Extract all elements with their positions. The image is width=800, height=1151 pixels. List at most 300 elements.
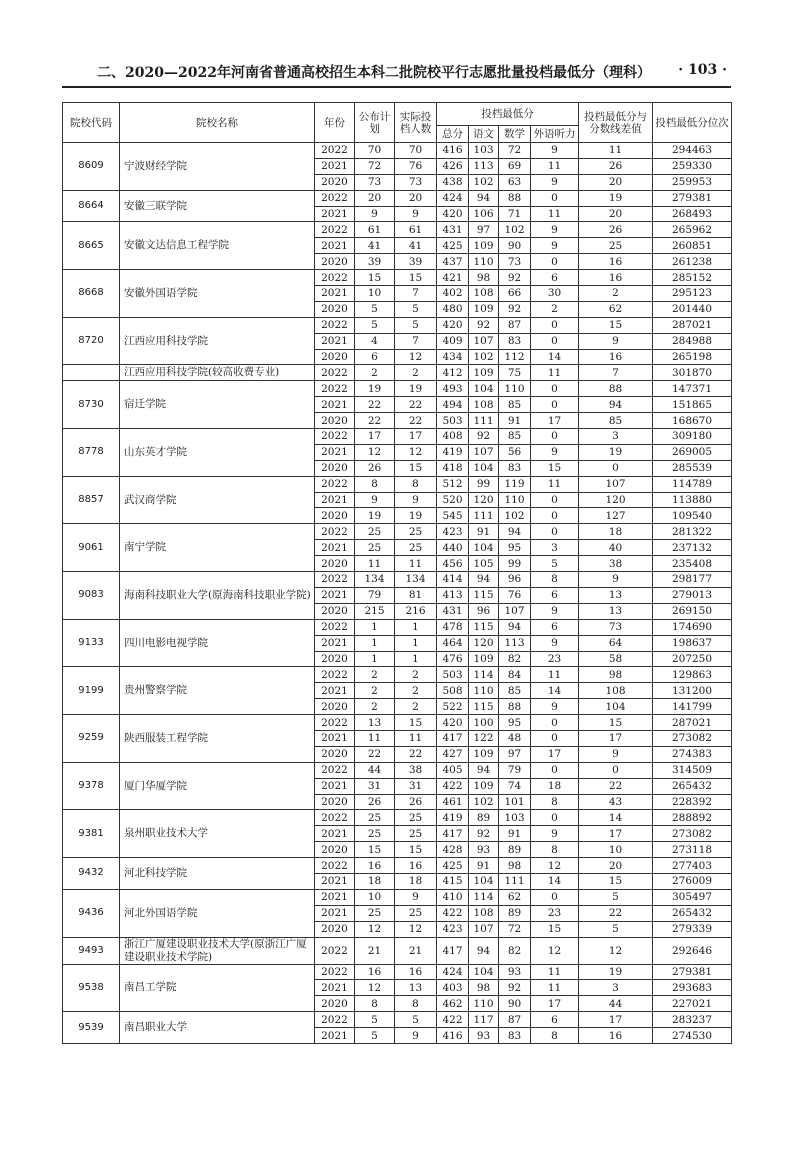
cell-year: 2022 [315, 762, 355, 778]
cell-year: 2022 [315, 429, 355, 445]
cell-chinese: 97 [469, 222, 499, 238]
cell-math: 99 [499, 556, 531, 572]
table-row [63, 317, 732, 333]
school-code: 9061 [63, 524, 120, 572]
cell-plan: 2 [355, 683, 395, 699]
cell-rank: 259330 [653, 158, 732, 174]
cell-math: 63 [499, 174, 531, 190]
cell-enrolled: 25 [395, 905, 437, 921]
cell-total: 420 [437, 206, 469, 222]
cell-total: 440 [437, 540, 469, 556]
cell-total: 417 [437, 937, 469, 964]
cell-foreign: 11 [531, 964, 579, 980]
cell-diff: 20 [579, 858, 653, 874]
cell-year: 2021 [315, 397, 355, 413]
cell-enrolled: 12 [395, 349, 437, 365]
cell-math: 98 [499, 858, 531, 874]
cell-chinese: 103 [469, 143, 499, 159]
cell-plan: 79 [355, 587, 395, 603]
cell-chinese: 107 [469, 444, 499, 460]
cell-foreign: 8 [531, 794, 579, 810]
cell-diff: 18 [579, 524, 653, 540]
cell-total: 402 [437, 286, 469, 302]
cell-plan: 1 [355, 651, 395, 667]
cell-year: 2022 [315, 381, 355, 397]
school-name: 江西应用科技学院(较高收费专业) [120, 365, 315, 381]
cell-math: 85 [499, 429, 531, 445]
cell-rank: 284988 [653, 333, 732, 349]
cell-chinese: 113 [469, 158, 499, 174]
cell-total: 493 [437, 381, 469, 397]
cell-rank: 147371 [653, 381, 732, 397]
cell-diff: 0 [579, 762, 653, 778]
cell-enrolled: 21 [395, 937, 437, 964]
cell-plan: 16 [355, 858, 395, 874]
cell-foreign: 0 [531, 492, 579, 508]
school-name: 泉州职业技术大学 [120, 810, 315, 858]
cell-math: 79 [499, 762, 531, 778]
cell-chinese: 115 [469, 699, 499, 715]
cell-chinese: 111 [469, 413, 499, 429]
cell-chinese: 94 [469, 937, 499, 964]
cell-enrolled: 8 [395, 996, 437, 1012]
cell-year: 2021 [315, 238, 355, 254]
cell-math: 83 [499, 460, 531, 476]
cell-chinese: 104 [469, 964, 499, 980]
cell-total: 503 [437, 667, 469, 683]
cell-math: 83 [499, 333, 531, 349]
cell-enrolled: 15 [395, 842, 437, 858]
cell-foreign: 11 [531, 476, 579, 492]
school-code: 9436 [63, 889, 120, 937]
cell-year: 2021 [315, 1028, 355, 1044]
school-name: 陕西服装工程学院 [120, 715, 315, 763]
cell-diff: 108 [579, 683, 653, 699]
cell-plan: 18 [355, 873, 395, 889]
cell-year: 2021 [315, 333, 355, 349]
table-row [63, 1012, 732, 1028]
cell-total: 414 [437, 572, 469, 588]
cell-diff: 17 [579, 730, 653, 746]
cell-year: 2022 [315, 572, 355, 588]
cell-total: 494 [437, 397, 469, 413]
cell-total: 434 [437, 349, 469, 365]
school-name: 安徽文达信息工程学院 [120, 222, 315, 270]
cell-year: 2022 [315, 143, 355, 159]
cell-year: 2021 [315, 206, 355, 222]
cell-diff: 16 [579, 1028, 653, 1044]
cell-enrolled: 22 [395, 746, 437, 762]
cell-enrolled: 15 [395, 460, 437, 476]
cell-rank: 293683 [653, 980, 732, 996]
cell-rank: 235408 [653, 556, 732, 572]
cell-math: 69 [499, 158, 531, 174]
table-row [63, 365, 732, 381]
cell-foreign: 3 [531, 540, 579, 556]
cell-math: 111 [499, 873, 531, 889]
cell-diff: 98 [579, 667, 653, 683]
cell-enrolled: 9 [395, 492, 437, 508]
cell-math: 102 [499, 222, 531, 238]
cell-foreign: 11 [531, 980, 579, 996]
cell-enrolled: 15 [395, 270, 437, 286]
cell-math: 84 [499, 667, 531, 683]
cell-rank: 279381 [653, 964, 732, 980]
cell-diff: 19 [579, 444, 653, 460]
table-row [63, 889, 732, 905]
cell-foreign: 18 [531, 778, 579, 794]
cell-chinese: 105 [469, 556, 499, 572]
table-row [63, 572, 732, 588]
cell-plan: 13 [355, 715, 395, 731]
cell-math: 90 [499, 996, 531, 1012]
table-row [63, 524, 732, 540]
cell-enrolled: 70 [395, 143, 437, 159]
cell-rank: 174690 [653, 619, 732, 635]
school-name: 南昌工学院 [120, 964, 315, 1012]
cell-total: 405 [437, 762, 469, 778]
cell-foreign: 15 [531, 460, 579, 476]
cell-chinese: 92 [469, 826, 499, 842]
cell-rank: 129863 [653, 667, 732, 683]
cell-diff: 12 [579, 937, 653, 964]
col-header-enrolled: 实际投档人数 [395, 103, 437, 143]
school-code: 9259 [63, 715, 120, 763]
cell-enrolled: 9 [395, 1028, 437, 1044]
cell-plan: 9 [355, 492, 395, 508]
cell-diff: 44 [579, 996, 653, 1012]
cell-year: 2020 [315, 603, 355, 619]
cell-plan: 19 [355, 508, 395, 524]
cell-year: 2021 [315, 635, 355, 651]
cell-total: 413 [437, 587, 469, 603]
cell-plan: 1 [355, 619, 395, 635]
cell-enrolled: 41 [395, 238, 437, 254]
cell-enrolled: 73 [395, 174, 437, 190]
cell-diff: 120 [579, 492, 653, 508]
cell-foreign: 9 [531, 238, 579, 254]
school-code [63, 365, 120, 381]
cell-math: 48 [499, 730, 531, 746]
cell-foreign: 0 [531, 333, 579, 349]
cell-foreign: 6 [531, 270, 579, 286]
cell-foreign: 0 [531, 317, 579, 333]
cell-rank: 268493 [653, 206, 732, 222]
cell-year: 2022 [315, 222, 355, 238]
cell-diff: 104 [579, 699, 653, 715]
cell-plan: 22 [355, 746, 395, 762]
cell-foreign: 8 [531, 572, 579, 588]
cell-math: 76 [499, 587, 531, 603]
cell-enrolled: 9 [395, 206, 437, 222]
table-row [63, 858, 732, 874]
cell-year: 2022 [315, 1012, 355, 1028]
page-number: · 103 · [678, 62, 727, 78]
table-row [63, 810, 732, 826]
cell-diff: 16 [579, 349, 653, 365]
cell-enrolled: 18 [395, 873, 437, 889]
cell-foreign: 0 [531, 190, 579, 206]
cell-math: 91 [499, 826, 531, 842]
cell-plan: 26 [355, 794, 395, 810]
cell-math: 94 [499, 524, 531, 540]
school-code: 9378 [63, 762, 120, 810]
cell-year: 2020 [315, 651, 355, 667]
cell-plan: 10 [355, 889, 395, 905]
cell-rank: 287021 [653, 317, 732, 333]
cell-plan: 15 [355, 842, 395, 858]
cell-year: 2020 [315, 996, 355, 1012]
table-row [63, 762, 732, 778]
cell-enrolled: 15 [395, 715, 437, 731]
cell-foreign: 0 [531, 429, 579, 445]
cell-plan: 15 [355, 270, 395, 286]
cell-rank: 314509 [653, 762, 732, 778]
cell-total: 461 [437, 794, 469, 810]
cell-rank: 237132 [653, 540, 732, 556]
cell-chinese: 91 [469, 858, 499, 874]
cell-year: 2020 [315, 842, 355, 858]
cell-total: 408 [437, 429, 469, 445]
cell-rank: 265432 [653, 905, 732, 921]
cell-rank: 151865 [653, 397, 732, 413]
cell-rank: 227021 [653, 996, 732, 1012]
cell-plan: 5 [355, 317, 395, 333]
cell-chinese: 117 [469, 1012, 499, 1028]
cell-math: 97 [499, 746, 531, 762]
cell-enrolled: 17 [395, 429, 437, 445]
school-name: 南昌职业大学 [120, 1012, 315, 1044]
cell-plan: 8 [355, 996, 395, 1012]
cell-plan: 25 [355, 524, 395, 540]
cell-plan: 25 [355, 810, 395, 826]
cell-total: 416 [437, 143, 469, 159]
cell-chinese: 89 [469, 810, 499, 826]
cell-chinese: 115 [469, 619, 499, 635]
cell-total: 522 [437, 699, 469, 715]
school-code: 9381 [63, 810, 120, 858]
cell-diff: 9 [579, 746, 653, 762]
cell-plan: 25 [355, 826, 395, 842]
cell-diff: 25 [579, 238, 653, 254]
cell-plan: 44 [355, 762, 395, 778]
cell-year: 2021 [315, 826, 355, 842]
cell-enrolled: 31 [395, 778, 437, 794]
cell-math: 113 [499, 635, 531, 651]
cell-foreign: 0 [531, 397, 579, 413]
cell-enrolled: 19 [395, 381, 437, 397]
cell-foreign: 14 [531, 683, 579, 699]
cell-math: 95 [499, 715, 531, 731]
cell-plan: 22 [355, 397, 395, 413]
cell-diff: 9 [579, 333, 653, 349]
col-header-diff: 投档最低分与分数线差值 [579, 103, 653, 143]
cell-math: 75 [499, 365, 531, 381]
cell-rank: 109540 [653, 508, 732, 524]
cell-plan: 12 [355, 921, 395, 937]
cell-total: 478 [437, 619, 469, 635]
cell-year: 2021 [315, 587, 355, 603]
cell-chinese: 106 [469, 206, 499, 222]
cell-math: 91 [499, 413, 531, 429]
cell-chinese: 111 [469, 508, 499, 524]
header-rule [62, 86, 731, 88]
cell-foreign: 12 [531, 937, 579, 964]
cell-year: 2020 [315, 460, 355, 476]
cell-total: 438 [437, 174, 469, 190]
school-code: 8730 [63, 381, 120, 429]
cell-rank: 277403 [653, 858, 732, 874]
cell-plan: 2 [355, 699, 395, 715]
cell-plan: 6 [355, 349, 395, 365]
school-name: 安徽三联学院 [120, 190, 315, 222]
cell-foreign: 9 [531, 603, 579, 619]
cell-foreign: 17 [531, 413, 579, 429]
cell-foreign: 30 [531, 286, 579, 302]
cell-total: 512 [437, 476, 469, 492]
cell-total: 424 [437, 964, 469, 980]
cell-plan: 39 [355, 254, 395, 270]
cell-math: 96 [499, 572, 531, 588]
cell-chinese: 104 [469, 540, 499, 556]
cell-chinese: 104 [469, 381, 499, 397]
cell-chinese: 114 [469, 667, 499, 683]
cell-diff: 15 [579, 317, 653, 333]
cell-rank: 279381 [653, 190, 732, 206]
cell-foreign: 14 [531, 873, 579, 889]
cell-chinese: 109 [469, 365, 499, 381]
cell-foreign: 6 [531, 1012, 579, 1028]
cell-chinese: 110 [469, 254, 499, 270]
cell-math: 93 [499, 964, 531, 980]
cell-math: 82 [499, 937, 531, 964]
cell-total: 422 [437, 905, 469, 921]
cell-year: 2021 [315, 286, 355, 302]
cell-total: 426 [437, 158, 469, 174]
cell-chinese: 100 [469, 715, 499, 731]
cell-math: 89 [499, 842, 531, 858]
cell-year: 2020 [315, 174, 355, 190]
cell-rank: 301870 [653, 365, 732, 381]
cell-diff: 5 [579, 889, 653, 905]
cell-enrolled: 11 [395, 730, 437, 746]
cell-rank: 141799 [653, 699, 732, 715]
cell-year: 2022 [315, 524, 355, 540]
cell-math: 62 [499, 889, 531, 905]
cell-total: 423 [437, 921, 469, 937]
cell-diff: 127 [579, 508, 653, 524]
cell-chinese: 102 [469, 349, 499, 365]
cell-rank: 114789 [653, 476, 732, 492]
cell-foreign: 6 [531, 587, 579, 603]
cell-chinese: 104 [469, 873, 499, 889]
cell-total: 417 [437, 730, 469, 746]
cell-enrolled: 8 [395, 476, 437, 492]
cell-total: 419 [437, 444, 469, 460]
cell-year: 2020 [315, 349, 355, 365]
cell-math: 110 [499, 381, 531, 397]
cell-rank: 113880 [653, 492, 732, 508]
col-header-min-score-group: 投档最低分 [437, 103, 579, 126]
cell-plan: 5 [355, 1012, 395, 1028]
cell-total: 417 [437, 826, 469, 842]
cell-plan: 19 [355, 381, 395, 397]
cell-total: 425 [437, 858, 469, 874]
cell-diff: 62 [579, 301, 653, 317]
cell-math: 88 [499, 699, 531, 715]
cell-year: 2021 [315, 158, 355, 174]
school-name: 厦门华厦学院 [120, 762, 315, 810]
cell-year: 2022 [315, 667, 355, 683]
cell-rank: 260851 [653, 238, 732, 254]
cell-enrolled: 22 [395, 413, 437, 429]
cell-chinese: 96 [469, 603, 499, 619]
table-body [63, 143, 732, 1044]
cell-plan: 26 [355, 460, 395, 476]
cell-rank: 285152 [653, 270, 732, 286]
cell-foreign: 9 [531, 222, 579, 238]
cell-plan: 25 [355, 905, 395, 921]
cell-plan: 16 [355, 964, 395, 980]
cell-diff: 13 [579, 603, 653, 619]
cell-rank: 269150 [653, 603, 732, 619]
cell-chinese: 108 [469, 905, 499, 921]
cell-year: 2021 [315, 492, 355, 508]
table-row [63, 190, 732, 206]
cell-rank: 273082 [653, 730, 732, 746]
cell-total: 437 [437, 254, 469, 270]
cell-chinese: 93 [469, 1028, 499, 1044]
cell-foreign: 9 [531, 699, 579, 715]
cell-rank: 288892 [653, 810, 732, 826]
cell-total: 403 [437, 980, 469, 996]
cell-total: 419 [437, 810, 469, 826]
col-header-math: 数学 [499, 126, 531, 143]
cell-foreign: 0 [531, 762, 579, 778]
cell-foreign: 6 [531, 619, 579, 635]
table-row [63, 429, 732, 445]
school-code: 9432 [63, 858, 120, 890]
school-code: 8664 [63, 190, 120, 222]
school-name: 四川电影电视学院 [120, 619, 315, 667]
cell-total: 480 [437, 301, 469, 317]
cell-total: 418 [437, 460, 469, 476]
col-header-total: 总分 [437, 126, 469, 143]
cell-total: 464 [437, 635, 469, 651]
cell-plan: 22 [355, 413, 395, 429]
school-name: 贵州警察学院 [120, 667, 315, 715]
cell-math: 103 [499, 810, 531, 826]
cell-chinese: 114 [469, 889, 499, 905]
cell-rank: 279339 [653, 921, 732, 937]
cell-plan: 70 [355, 143, 395, 159]
cell-rank: 273082 [653, 826, 732, 842]
cell-plan: 1 [355, 635, 395, 651]
cell-enrolled: 19 [395, 508, 437, 524]
cell-year: 2021 [315, 980, 355, 996]
cell-total: 415 [437, 873, 469, 889]
cell-plan: 4 [355, 333, 395, 349]
cell-enrolled: 25 [395, 540, 437, 556]
cell-diff: 19 [579, 964, 653, 980]
school-name: 浙江广厦建设职业技术大学(原浙江广厦建设职业技术学院) [120, 937, 315, 964]
cell-plan: 9 [355, 206, 395, 222]
cell-foreign: 23 [531, 651, 579, 667]
cell-diff: 22 [579, 778, 653, 794]
cell-year: 2021 [315, 540, 355, 556]
cell-math: 72 [499, 921, 531, 937]
cell-rank: 305497 [653, 889, 732, 905]
